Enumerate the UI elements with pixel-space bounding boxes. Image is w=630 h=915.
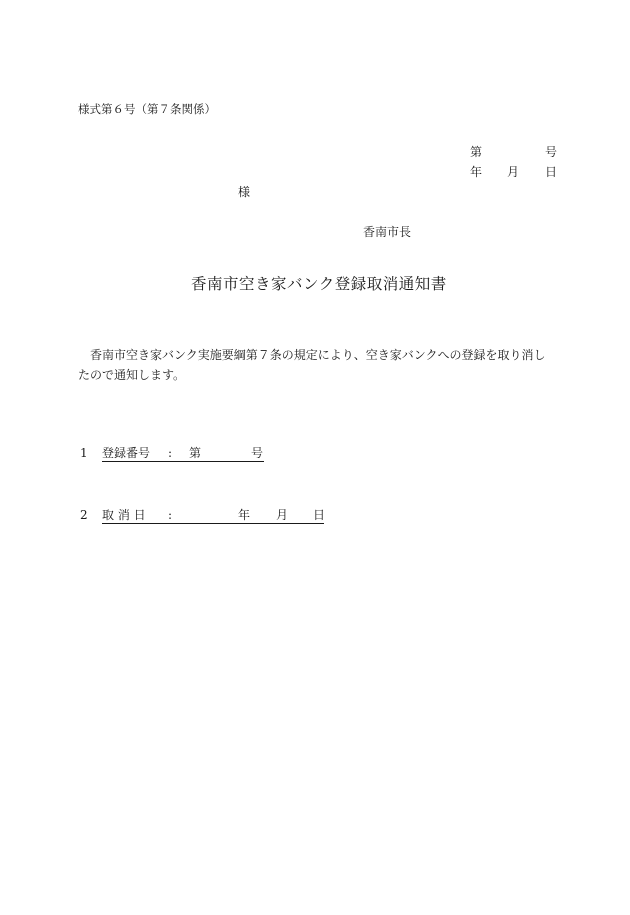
body-line-1: 香南市空き家バンク実施要綱第７条の規定により、空き家バンクへの登録を取り消し (90, 348, 546, 362)
item-1-colon: : (168, 446, 173, 460)
date-year: 年 (470, 165, 483, 179)
item-1-row (102, 446, 264, 465)
item-2-value-year: 年 (238, 508, 251, 522)
item-2-value-day: 日 (313, 508, 326, 522)
number-suffix: 号 (545, 145, 558, 159)
item-2-row (102, 508, 324, 527)
date-day: 日 (545, 165, 558, 179)
item-2-colon: : (168, 508, 173, 522)
item-2-number: 2 (80, 508, 88, 522)
item-1-value-suffix: 号 (251, 446, 264, 460)
item-2-label: 取 消 日 (102, 508, 146, 522)
item-1-value-prefix: 第 (189, 446, 202, 460)
item-1-number: 1 (80, 446, 88, 460)
issuer: 香南市長 (363, 225, 412, 239)
addressee-honorific: 様 (238, 185, 251, 199)
item-1-underline (102, 446, 264, 462)
number-prefix: 第 (470, 145, 483, 159)
date-month: 月 (507, 165, 520, 179)
document-title: 香南市空き家バンク登録取消通知書 (191, 275, 447, 293)
item-2-underline (102, 508, 324, 524)
item-1-label: 登録番号 (102, 446, 151, 460)
item-2-value-month: 月 (276, 508, 289, 522)
body-line-2: たので通知します。 (78, 368, 186, 382)
form-label: 様式第６号（第７条関係） (78, 102, 216, 116)
